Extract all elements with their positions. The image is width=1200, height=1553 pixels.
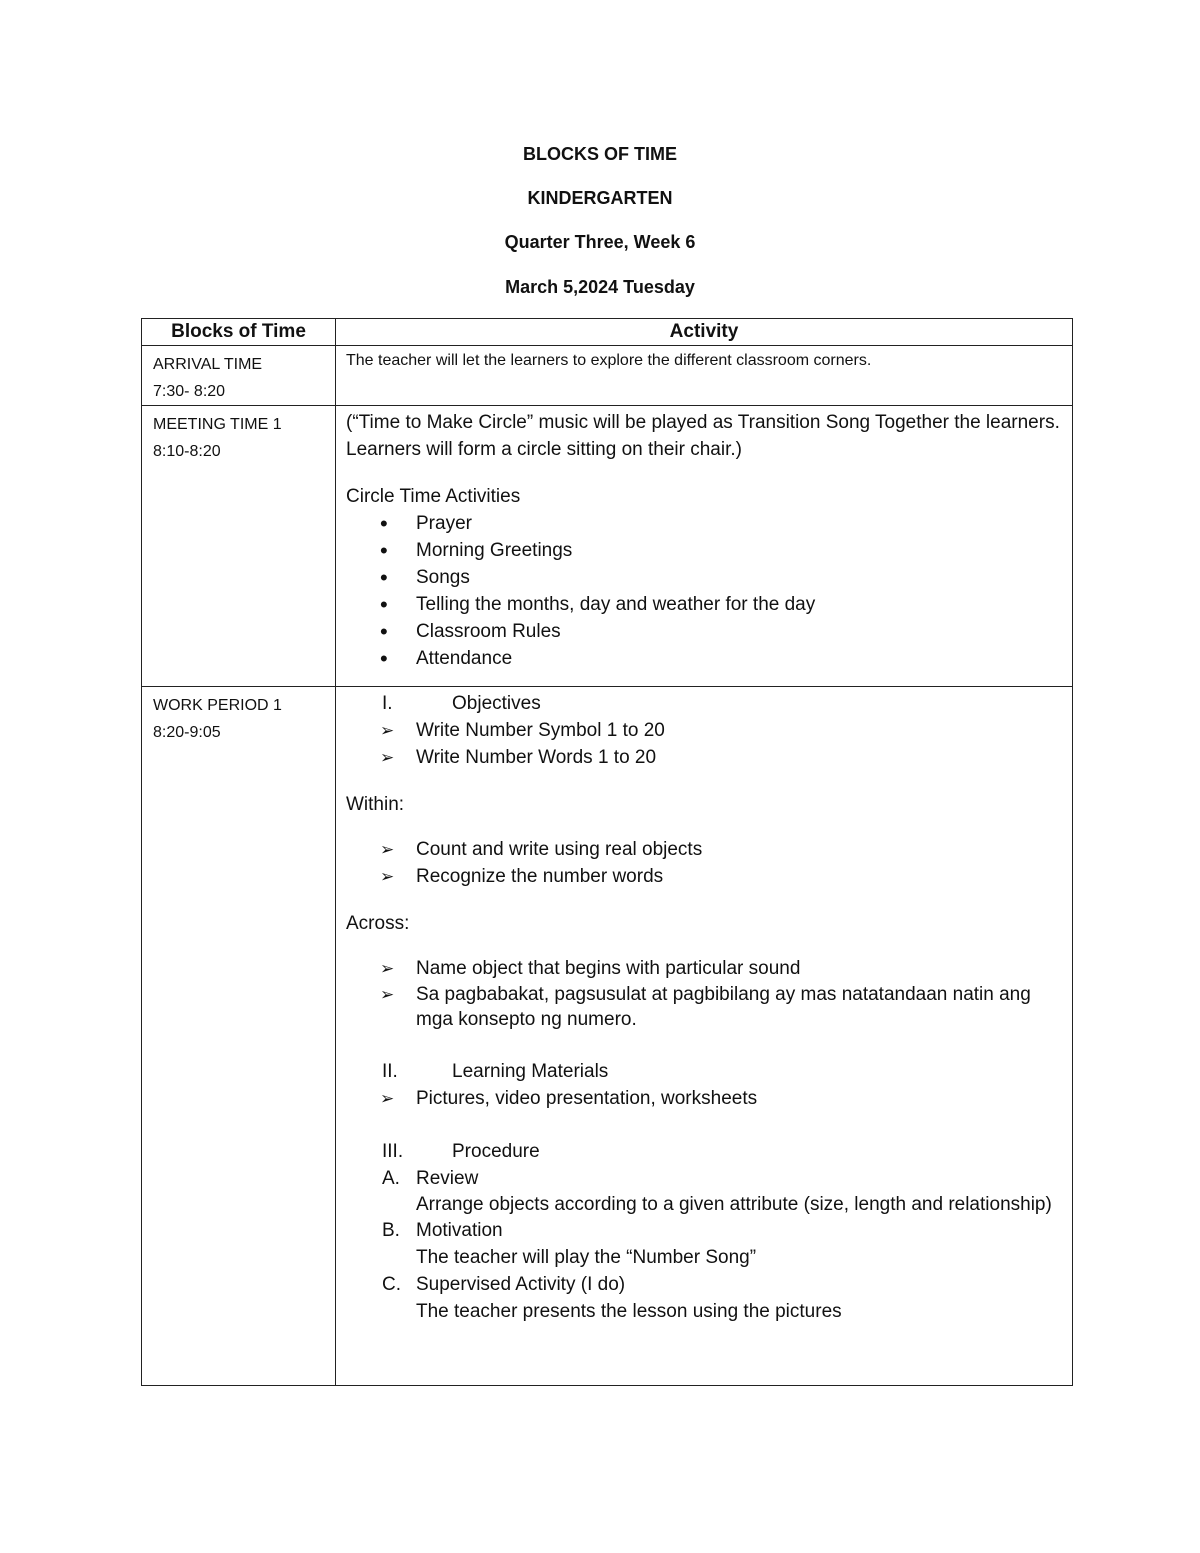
step-description: The teacher will play the “Number Song” bbox=[416, 1247, 757, 1268]
list-item: ➢ Pictures, video presentation, worksheets bbox=[380, 1085, 1072, 1112]
quarter-week: Quarter Three, Week 6 bbox=[504, 232, 696, 252]
table-row bbox=[142, 406, 1073, 687]
list-item: • Classroom Rules bbox=[380, 618, 1072, 645]
section-number: II. bbox=[382, 1061, 398, 1082]
step-title: Supervised Activity (I do) bbox=[416, 1274, 626, 1295]
blocks-of-time-header: Blocks of Time bbox=[142, 319, 336, 346]
materials-list bbox=[346, 1085, 1072, 1112]
block-time: 8:20-9:05 bbox=[153, 724, 221, 741]
activity-cell bbox=[336, 406, 1073, 687]
step-letter: B. bbox=[382, 1220, 400, 1241]
activity-header: Activity bbox=[336, 319, 1073, 346]
date-line: March 5,2024 Tuesday bbox=[505, 277, 695, 297]
list-item: ➢ Name object that begins with particular sound bbox=[380, 955, 1072, 982]
across-label: Across: bbox=[346, 913, 410, 934]
activity-cell bbox=[336, 346, 1073, 406]
list-item: ➢ Write Number Words 1 to 20 bbox=[380, 744, 1072, 771]
within-label: Within: bbox=[346, 794, 405, 815]
section-number: I. bbox=[382, 693, 393, 714]
list-item: ➢ Count and write using real objects bbox=[380, 836, 1072, 863]
block-cell bbox=[142, 406, 336, 687]
schedule-table bbox=[141, 318, 1073, 1386]
section-title: Procedure bbox=[452, 1141, 540, 1162]
list-item: • Prayer bbox=[380, 510, 1072, 537]
list-item: • Telling the months, day and weather for the day bbox=[380, 591, 1072, 618]
step-title: Motivation bbox=[416, 1220, 503, 1241]
objectives-list bbox=[346, 717, 1072, 771]
list-item: • Morning Greetings bbox=[380, 537, 1072, 564]
step-description: The teacher presents the lesson using the pictures bbox=[416, 1301, 842, 1322]
block-cell bbox=[142, 346, 336, 406]
block-name: ARRIVAL TIME bbox=[153, 356, 263, 373]
list-item: ➢ Sa pagbabakat, pagsusulat at pagbibilang ay mas natatandaan natin ang mga konsepto ng numero. bbox=[380, 982, 1072, 1032]
activity-cell bbox=[336, 687, 1073, 1386]
procedure-step bbox=[346, 1165, 1072, 1217]
step-letter: C. bbox=[382, 1274, 401, 1295]
within-list bbox=[346, 836, 1072, 890]
step-letter: A. bbox=[382, 1168, 400, 1189]
section-title: Objectives bbox=[452, 693, 541, 714]
section-procedure bbox=[346, 1138, 1072, 1165]
activity-text: The teacher will let the learners to explore the different classroom corners. bbox=[346, 352, 872, 369]
table-row bbox=[142, 346, 1073, 406]
procedure-step bbox=[346, 1271, 1072, 1325]
circle-time-heading: Circle Time Activities bbox=[346, 486, 521, 507]
list-item: ➢ Recognize the number words bbox=[380, 863, 1072, 890]
list-item: • Attendance bbox=[380, 645, 1072, 672]
block-name: MEETING TIME 1 bbox=[153, 416, 282, 433]
section-title: Learning Materials bbox=[452, 1061, 609, 1082]
section-learning-materials bbox=[346, 1058, 1072, 1085]
list-item: ➢ Write Number Symbol 1 to 20 bbox=[380, 717, 1072, 744]
circle-activities-list bbox=[346, 510, 1072, 672]
document-title: BLOCKS OF TIME bbox=[523, 144, 677, 164]
block-cell bbox=[142, 687, 336, 1386]
block-name: WORK PERIOD 1 bbox=[153, 697, 282, 714]
section-objectives bbox=[346, 690, 1072, 717]
step-description: Arrange objects according to a given attribute (size, length and relationship) bbox=[416, 1194, 1052, 1215]
meeting-intro: (“Time to Make Circle” music will be played as Transition Song Together the learners. Learners will form a circle sitting on their chair.) bbox=[346, 412, 1060, 460]
block-time: 8:10-8:20 bbox=[153, 443, 221, 460]
section-number: III. bbox=[382, 1141, 404, 1162]
table-row bbox=[142, 687, 1073, 1386]
grade-level: KINDERGARTEN bbox=[527, 188, 673, 208]
table-header-row bbox=[142, 319, 1073, 346]
step-title: Review bbox=[416, 1168, 479, 1189]
procedure-step bbox=[346, 1217, 1072, 1271]
across-list bbox=[346, 955, 1072, 1032]
list-item: • Songs bbox=[380, 564, 1072, 591]
block-time: 7:30- 8:20 bbox=[153, 383, 226, 400]
